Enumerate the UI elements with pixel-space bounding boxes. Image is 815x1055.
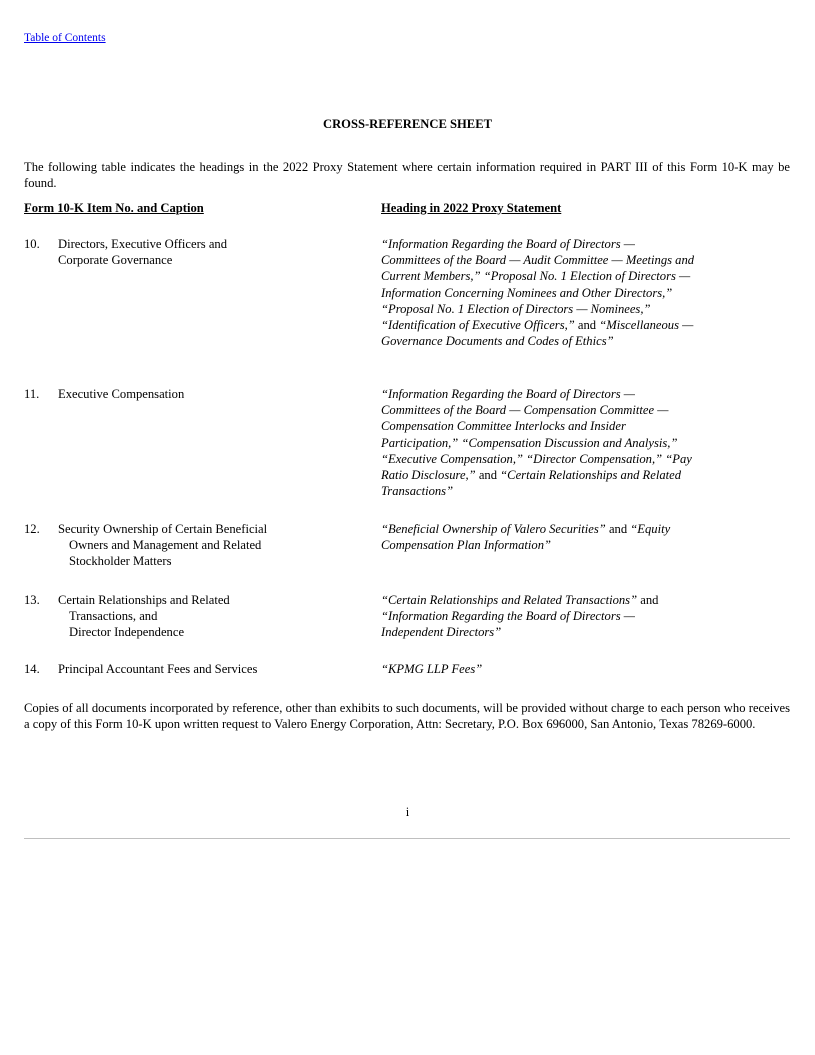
proxy-heading-and: and <box>605 522 631 536</box>
item-caption-line: Certain Relationships and Related <box>58 593 230 607</box>
item-caption-line: Director Independence <box>69 625 185 640</box>
proxy-heading <box>381 661 696 677</box>
footer-paragraph: Copies of all documents incorporated by reference, other than exhibits to such documents, will be provided without charge to each person who receives a copy of this Form 10-K upon written request to Valero Energy Corporation, Attn: Secretary, P.O. Box 696000, San Antonio, Texas 78269-6000. <box>24 701 790 732</box>
proxy-heading-italic: “Information Regarding the Board of Directors — Committees of the Board — Compensation Committee —Compensation Committee Interlocks and Insider Participation,” “Compensation Discussion and Analysis,” “Executive Compensation,” “Director Compensation,” “Pay Ratio Disclosure,” <box>381 387 692 483</box>
proxy-heading-italic: “Miscellaneous — Governance Documents and Codes of Ethics” <box>381 318 694 349</box>
proxy-heading-and: and <box>475 468 501 483</box>
item-caption <box>58 592 358 641</box>
proxy-heading-italic: “Beneficial Ownership of Valero Securities” <box>381 522 606 536</box>
item-caption-line: Executive Compensation <box>58 387 185 401</box>
item-caption-line: Owners and Management and Related <box>69 538 262 553</box>
item-caption-line: Security Ownership of Certain Beneficial <box>58 522 268 536</box>
page-divider <box>24 838 790 839</box>
item-caption-line: Stockholder Matters <box>69 554 172 569</box>
item-number: 11. <box>24 387 40 401</box>
item-caption <box>58 661 358 677</box>
proxy-heading-italic: “Information Regarding the Board of Directors — Committees of the Board — Audit Committee — Meetings and Current Members,” “Proposal No. 1 Election of Directors — Information Concerning Nominees and Other Directors,” “Proposal No. 1 Election of Directors — Nominees,” “Identification of Executive Officers,” <box>381 237 695 333</box>
item-caption-line: Directors, Executive Officers and <box>58 237 228 251</box>
proxy-heading-and: and <box>637 593 659 607</box>
item-caption-line: Transactions, and <box>69 609 158 624</box>
proxy-heading-and: and <box>574 318 600 333</box>
intro-paragraph: The following table indicates the headings in the 2022 Proxy Statement where certain information required in PART III of this Form 10-K may be found. <box>24 160 790 191</box>
table-of-contents-link[interactable]: Table of Contents <box>24 32 106 44</box>
item-caption <box>58 521 358 570</box>
page-number: i <box>405 805 410 819</box>
column-header-form-item: Form 10-K Item No. and Caption <box>24 201 204 215</box>
page-title: CROSS-REFERENCE SHEET <box>322 117 492 131</box>
proxy-heading <box>381 521 696 553</box>
item-caption-line: Principal Accountant Fees and Services <box>58 662 258 676</box>
proxy-heading-italic: “Certain Relationships and Related Transactions” <box>381 593 638 607</box>
item-caption-line: Corporate Governance <box>58 253 173 268</box>
item-number: 10. <box>24 237 40 251</box>
proxy-heading-italic: “Certain Relationships and Related Transactions” <box>381 468 682 499</box>
proxy-heading <box>381 386 696 499</box>
item-number: 14. <box>24 662 40 676</box>
item-caption <box>58 386 358 402</box>
item-caption <box>58 236 358 268</box>
item-number: 12. <box>24 522 40 536</box>
column-header-proxy-heading: Heading in 2022 Proxy Statement <box>381 201 562 215</box>
proxy-heading <box>381 236 696 349</box>
proxy-heading-italic: “KPMG LLP Fees” <box>381 662 483 676</box>
proxy-heading-italic: “Equity Compensation Plan Information” <box>381 522 671 553</box>
item-number: 13. <box>24 593 40 607</box>
proxy-heading-italic: “Information Regarding the Board of Directors — Independent Directors” <box>381 609 635 640</box>
proxy-heading <box>381 592 696 641</box>
